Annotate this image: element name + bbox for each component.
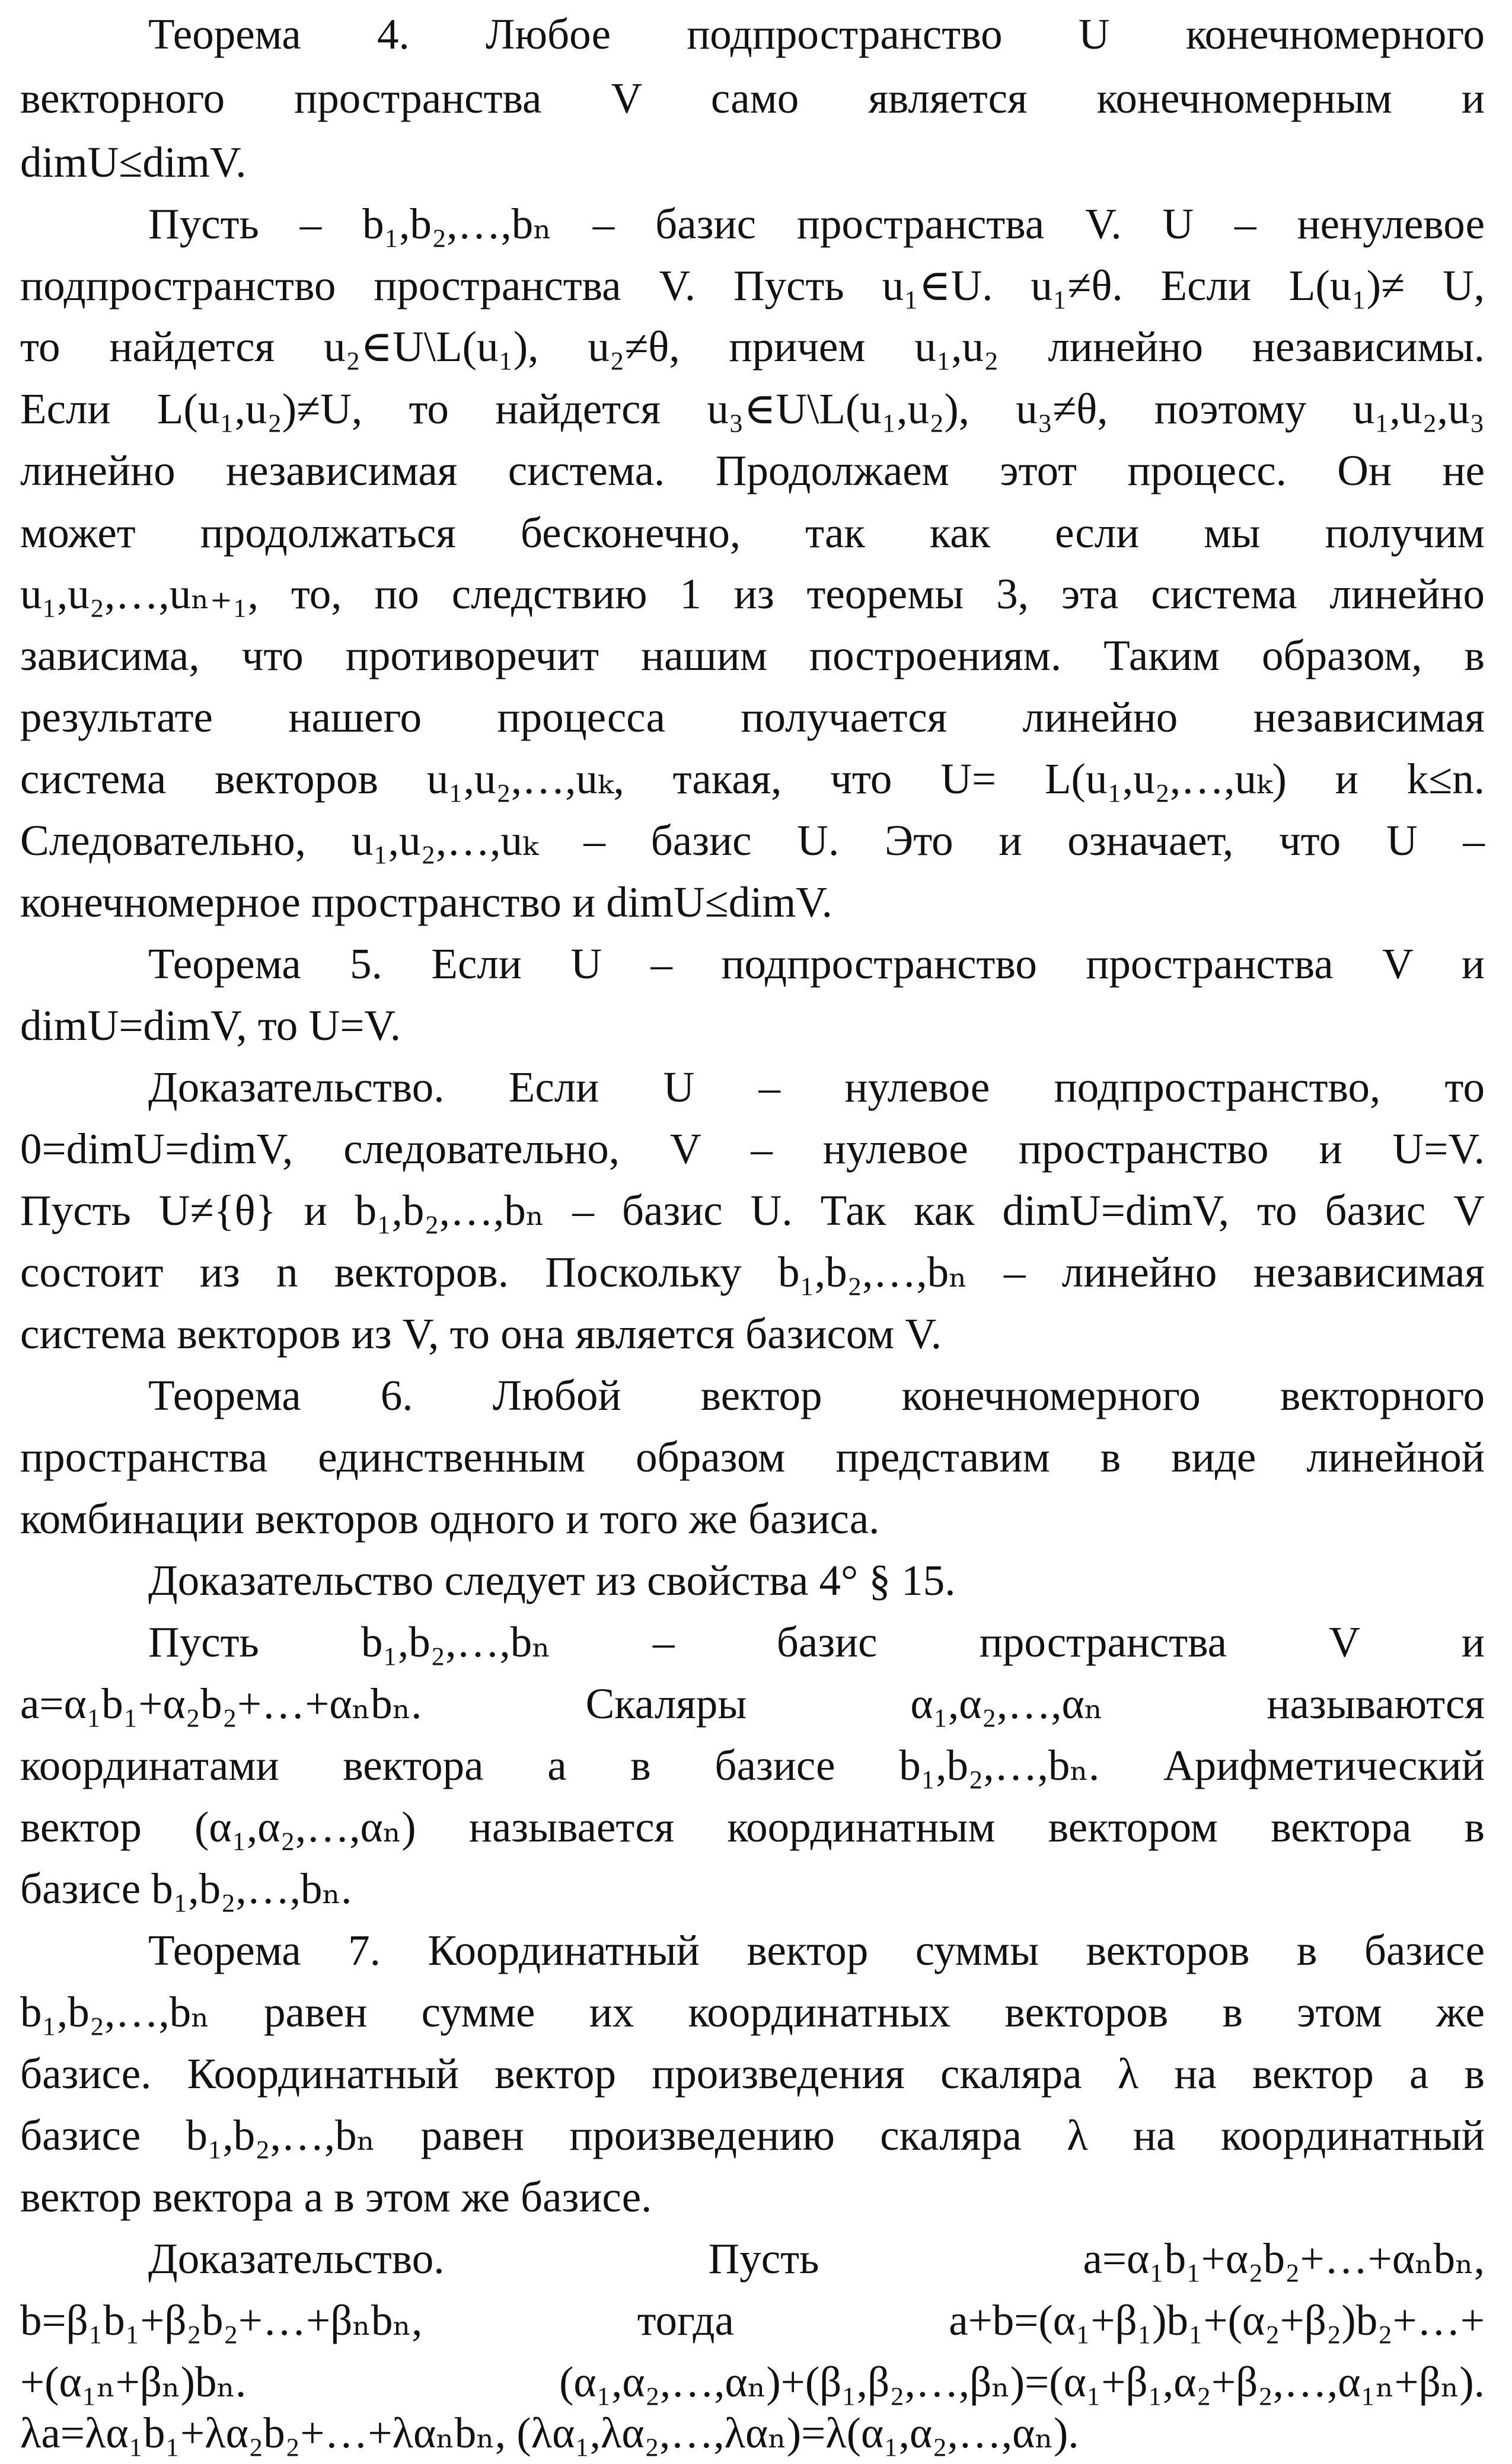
text-line: координатами вектора a в базисе b₁,b₂,…,bₙ. Арифметический [20,1741,1485,1789]
text-line: Пусть U≠{θ} и b₁,b₂,…,bₙ – базис U. Так как dimU=dimV, то базис V [20,1186,1485,1234]
text-line: Пусть b₁,b₂,…,bₙ – базис пространства V и [148,1618,1485,1666]
text-line: λa=λα₁b₁+λα₂b₂+…+λαₙbₙ, (λα₁,λα₂,…,λαₙ)=λ(α₁,α₂,…,αₙ). [20,2409,1079,2457]
text-line: b=β₁b₁+β₂b₂+…+βₙbₙ, тогда a+b=(α₁+β₁)b₁+(α₂+β₂)b₂+…+ [20,2296,1485,2344]
text-line: зависима, что противоречит нашим построениям. Таким образом, в [20,631,1485,679]
text-line: комбинации векторов одного и того же базиса. [20,1495,880,1543]
text-line: 0=dimU=dimV, следовательно, V – нулевое пространство и U=V. [20,1125,1485,1173]
text-line: векторного пространства V само является конечномерным и [20,74,1485,122]
text-line: a=α₁b₁+α₂b₂+…+αₙbₙ. Скаляры α₁,α₂,…,αₙ называются [20,1680,1485,1728]
text-line: базисе b₁,b₂,…,bₙ. [20,1865,352,1913]
text-line: то найдется u₂∈U\L(u₁), u₂≠θ, причем u₁,u₂ линейно независимы. [20,323,1485,371]
text-line: базисе. Координатный вектор произведения скаляра λ на вектор a в [20,2050,1485,2098]
text-line: Доказательство следует из свойства 4° § 15. [148,1556,956,1604]
text-line: линейно независимая система. Продолжаем этот процесс. Он не [20,446,1485,494]
text-line: u₁,u₂,…,uₙ₊₁, то, по следствию 1 из теоремы 3, эта система линейно [20,570,1485,618]
text-line: Теорема 7. Координатный вектор суммы векторов в базисе [148,1926,1485,1974]
text-line: пространства единственным образом представим в виде линейной [20,1433,1485,1481]
text-line: система векторов u₁,u₂,…,uₖ, такая, что U= L(u₁,u₂,…,uₖ) и k≤n. [20,755,1485,803]
text-line: результате нашего процесса получается линейно независимая [20,693,1485,741]
text-line: +(α₁ₙ+βₙ)bₙ. (α₁,α₂,…,αₙ)+(β₁,β₂,…,βₙ)=(α₁+β₁,α₂+β₂,…,α₁ₙ+βₙ). [20,2358,1485,2406]
text-line: базисе b₁,b₂,…,bₙ равен произведению скаляра λ на координатный [20,2111,1485,2159]
text-line: dimU≤dimV. [20,138,247,186]
text-line: состоит из n векторов. Поскольку b₁,b₂,…,bₙ – линейно независимая [20,1248,1485,1296]
text-line: подпространство пространства V. Пусть u₁∈U. u₁≠θ. Если L(u₁)≠ U, [20,261,1485,309]
text-line: вектор вектора a в этом же базисе. [20,2173,652,2221]
text-line: Теорема 5. Если U – подпространство пространства V и [148,940,1485,988]
text-line: вектор (α₁,α₂,…,αₙ) называется координатным вектором вектора в [20,1803,1485,1851]
text-line: Доказательство. Если U – нулевое подпространство, то [148,1063,1485,1111]
text-line: конечномерное пространство и dimU≤dimV. [20,878,832,926]
text-line: dimU=dimV, то U=V. [20,1001,401,1049]
text-line: Если L(u₁,u₂)≠U, то найдется u₃∈U\L(u₁,u₂), u₃≠θ, поэтому u₁,u₂,u₃ [20,385,1485,433]
text-line: b₁,b₂,…,bₙ равен сумме их координатных векторов в этом же [20,1988,1485,2036]
text-line: Следовательно, u₁,u₂,…,uₖ – базис U. Это и означает, что U – [20,816,1485,864]
text-line: Доказательство. Пусть a=α₁b₁+α₂b₂+…+αₙbₙ, [148,2235,1485,2283]
text-line: Теорема 6. Любой вектор конечномерного векторного [148,1371,1485,1419]
text-line: Пусть – b₁,b₂,…,bₙ – базис пространства V. U – ненулевое [148,200,1485,248]
text-line: Теорема 4. Любое подпространство U конечномерного [148,10,1485,58]
text-line: система векторов из V, то она является базисом V. [20,1310,942,1358]
text-line: может продолжаться бесконечно, так как если мы получим [20,509,1485,557]
